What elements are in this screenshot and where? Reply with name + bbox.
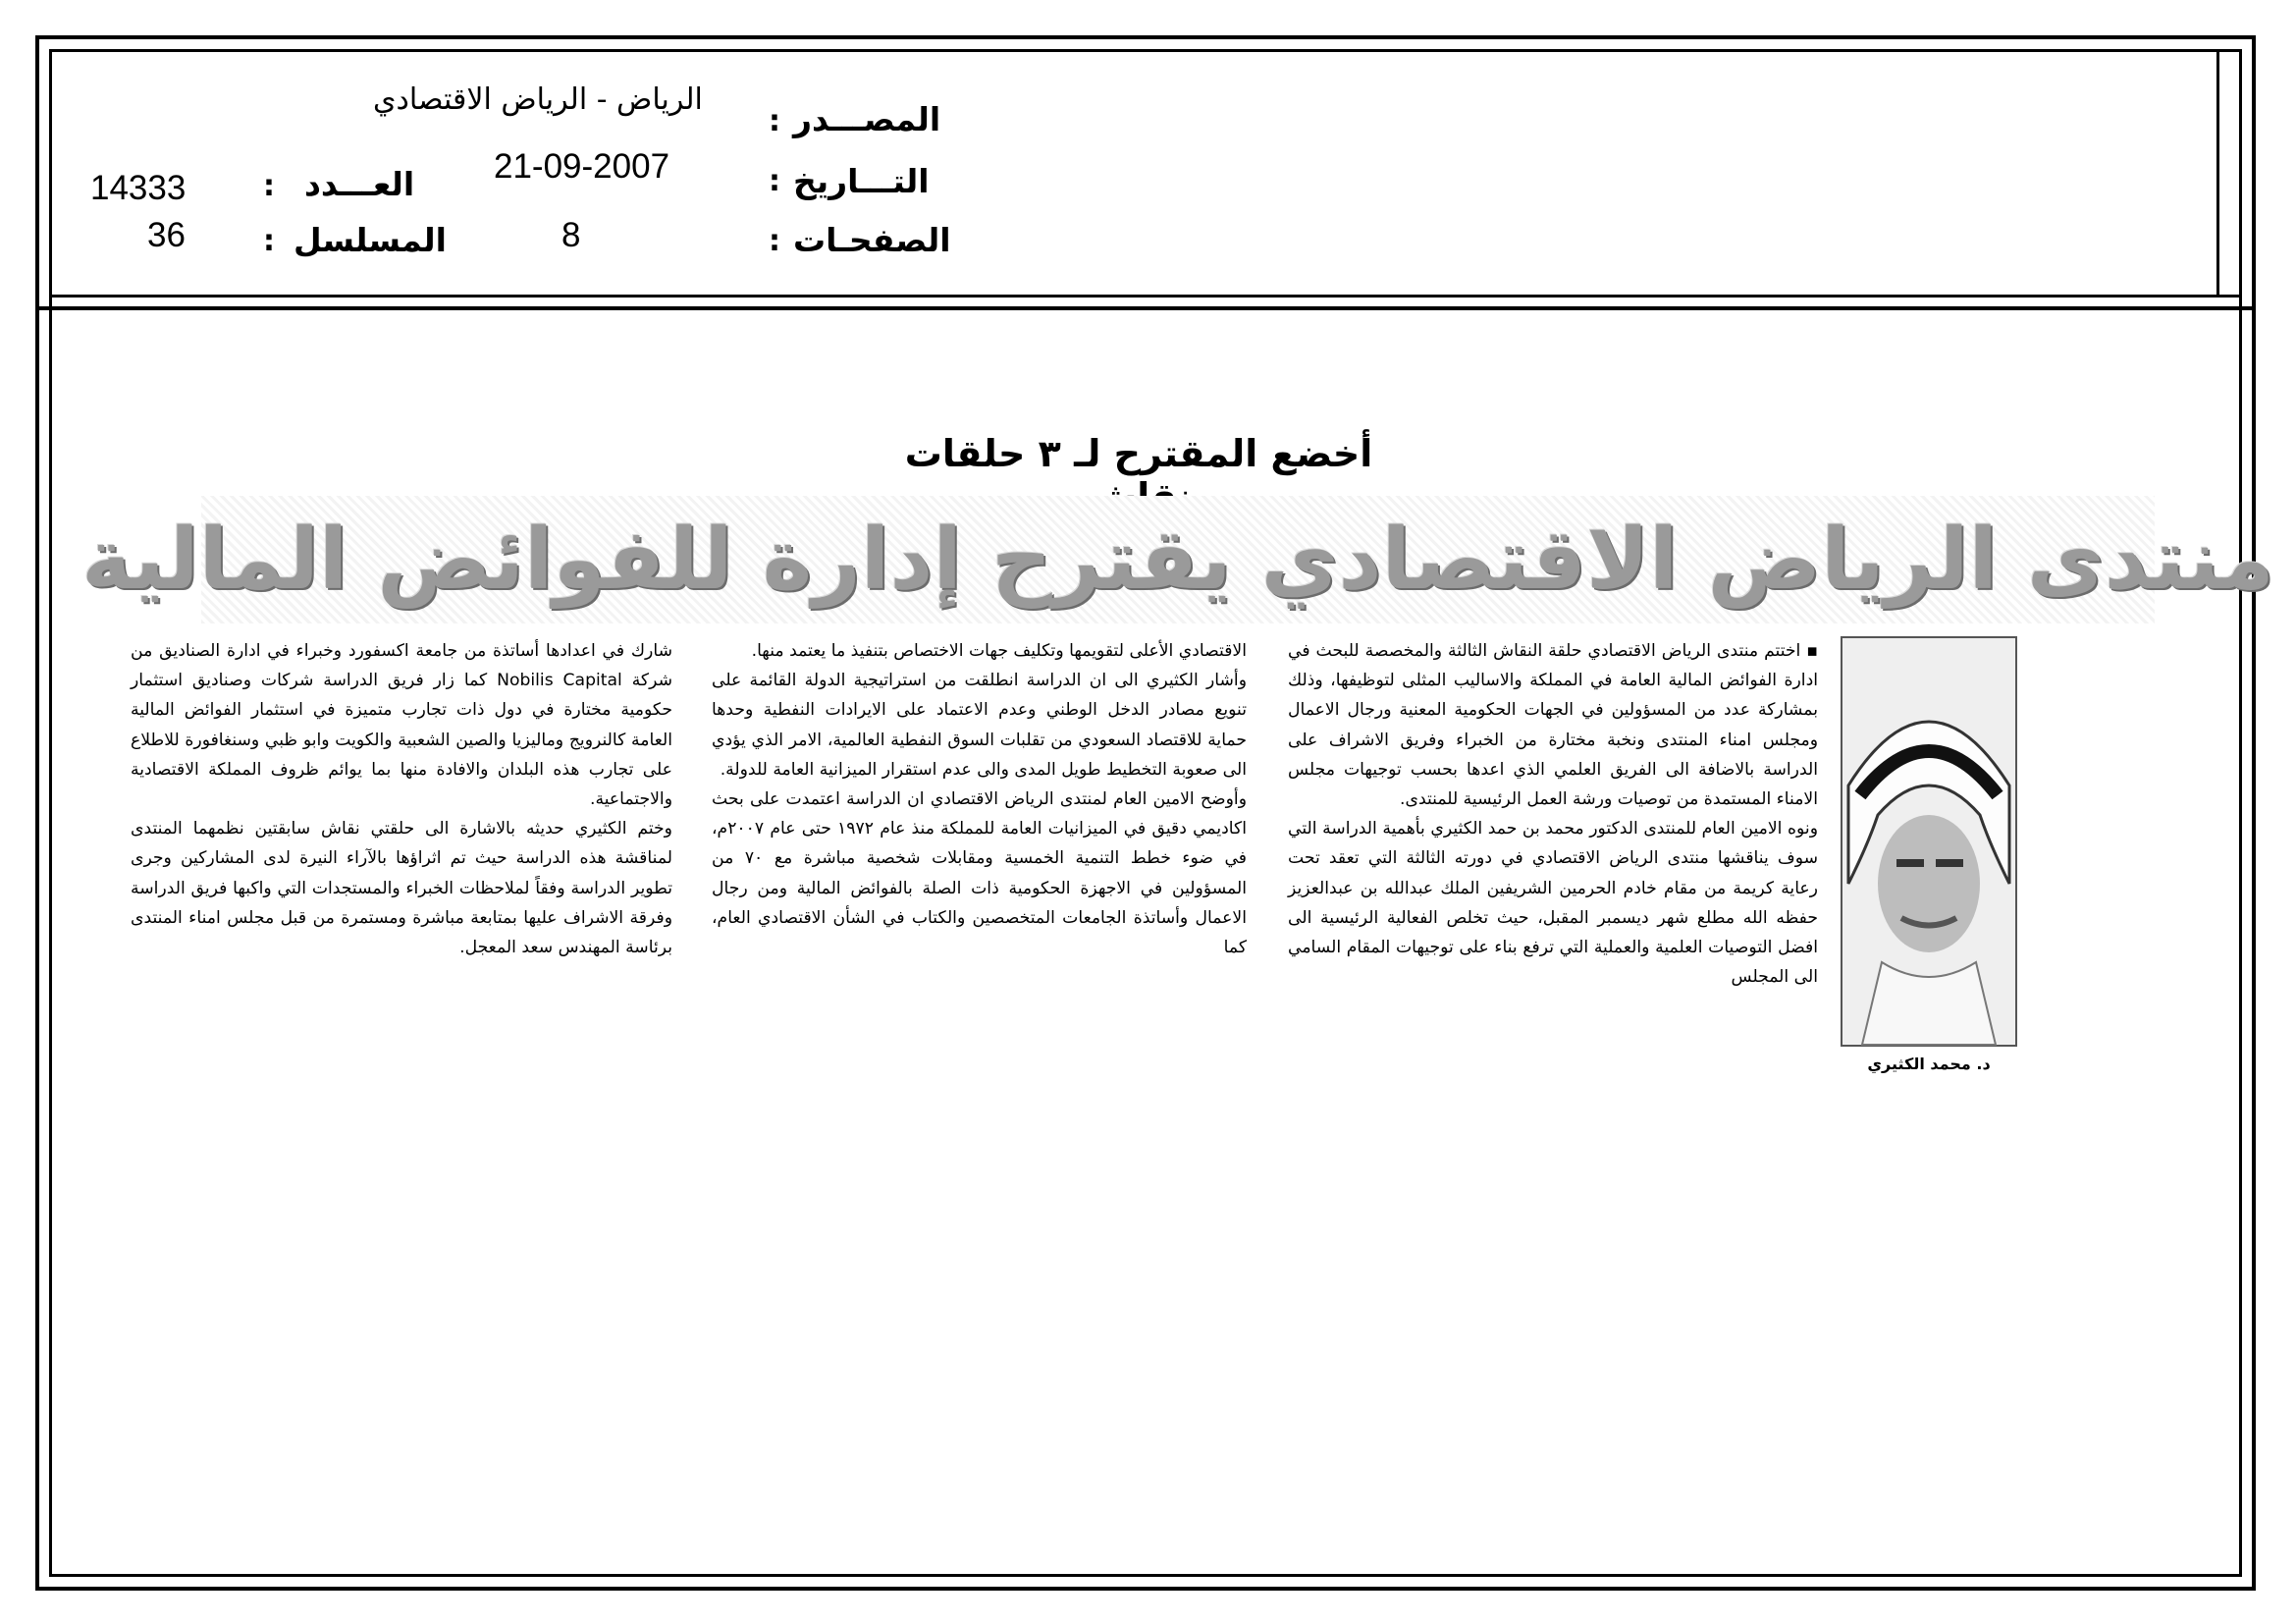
issue-colon: : xyxy=(263,169,275,203)
issue-value: 14333 xyxy=(90,169,187,207)
serial-label: المسلسل xyxy=(294,221,447,259)
header-right-rule xyxy=(2216,49,2219,297)
article-paragraph: وأوضح الامين العام لمنتدى الرياض الاقتصادي ان الدراسة اعتمدت على بحث اكاديمي دقيق في الميزانيات العامة للمملكة منذ عام ١٩٧٢ حتى عام ٢٠٠٧م، في ضوء خطط التنمية الخمسية ومقابلات شخصية مباشرة مع ٧٠ من المسؤولين في الاجهزة الحكومية ذات الصلة بالفوائض المالية ومن رجال الاعمال وأساتذة الجامعات المتخصصين والكتاب في الشأن الاقتصادي العام، كما xyxy=(712,789,1247,958)
article-paragraph: وختم الكثيري حديثه بالاشارة الى حلقتي نقاش سابقتين نظمهما المنتدى لمناقشة هذه الدراسة حيث تم اثراؤها بالآراء النيرة لدى المشاركين وجرى تطوير الدراسة وفقاً لملاحظات الخبراء والمستجدات التي واكبها فريق الدراسة وفرقة الاشراف عليها بمتابعة مباشرة ومستمرة من قبل مجلس امناء المنتدى برئاسة المهندس سعد المعجل. xyxy=(131,819,672,958)
source-colon: : xyxy=(769,104,780,138)
article-paragraph: شارك في اعدادها أساتذة من جامعة اكسفورد وخبراء في ادارة الصناديق من شركة Nobilis Capital كما زار فريق الدراسة شركات وصناديق استثمار حكومية مختارة في دول ذات تجارب متميزة في استثمار الفوائض المالية العامة كالنرويج وماليزيا والصين الشعبية والكويت وابو ظبي وسنغافورة للاطلاع على تجارب هذه البلدان والافادة منها بما يوائم ظروف المملكة الاقتصادية والاجتماعية. xyxy=(131,641,672,810)
article-kicker: أخضع المقترح لـ ٣ حلقات xyxy=(904,432,1373,475)
article-column-3 xyxy=(131,636,672,962)
date-colon: : xyxy=(769,164,780,198)
source-label: المصـــدر xyxy=(793,100,941,138)
header-divider-outer xyxy=(35,306,2256,310)
article-column-1 xyxy=(1288,636,1818,992)
date-value: 21-09-2007 xyxy=(494,147,670,186)
date-label: التـــاريخ xyxy=(793,162,930,200)
portrait-image xyxy=(1842,638,2015,1045)
serial-colon: : xyxy=(263,224,275,258)
header-divider xyxy=(49,295,2242,298)
article-paragraph: وأشار الكثيري الى ان الدراسة انطلقت من استراتيجية الدولة القائمة على تنويع مصادر الدخل الوطني وعدم الاعتماد على الايرادات النفطية وحدها حماية للاقتصاد السعودي من تقلبات السوق النفطية العالمية، الامر الذي يؤدي الى صعوبة التخطيط طويل المدى والى عدم استقرار الميزانية العامة للدولة. xyxy=(712,671,1247,780)
article-paragraph: الاقتصادي الأعلى لتقويمها وتكليف جهات الاختصاص بتنفيذ ما يعتمد منها. xyxy=(751,641,1247,661)
serial-value: 36 xyxy=(147,216,186,254)
article-paragraph: ونوه الامين العام للمنتدى الدكتور محمد بن حمد الكثيري بأهمية الدراسة التي سوف يناقشها منتدى الرياض الاقتصادي في دورته الثالثة التي تعقد تحت رعاية كريمة من مقام خادم الحرمين الشريفين الملك عبدالله بن عبدالعزيز حفظه الله مطلع شهر ديسمبر المقبل، حيث تخلص الفعالية الرئيسية الى افضل التوصيات العلمية والعملية التي ترفع بناء على توجيهات المقام السامي الى المجلس xyxy=(1288,819,1818,988)
article-headline: منتدى الرياض الاقتصادي يقترح إدارة للفوائض المالية xyxy=(81,511,2274,609)
pages-value: 8 xyxy=(561,216,581,254)
article-paragraph: ▪ اختتم منتدى الرياض الاقتصادي حلقة النقاش الثالثة والمخصصة للبحث في ادارة الفوائض المالية العامة في المملكة والاساليب المثلى لتوظيفها، وذلك بمشاركة عدد من المسؤولين في الجهات الحكومية المعنية ورجال الاعمال ومجلس امناء المنتدى ونخبة مختارة من الخبراء وفريق الاشراف على الدراسة بالاضافة الى الفريق العلمي الذي اعدها بحسب توجيهات مجلس الامناء المستمدة من توصيات ورشة العمل الرئيسية للمنتدى. xyxy=(1288,641,1818,810)
author-photo xyxy=(1841,636,2017,1047)
pages-colon: : xyxy=(769,224,780,258)
article-column-2 xyxy=(712,636,1247,962)
photo-caption: د. محمد الكثيري xyxy=(1867,1055,1991,1073)
source-value: الرياض - الرياض الاقتصادي xyxy=(373,82,703,117)
pages-label: الصفحـات xyxy=(793,221,951,259)
issue-label: العـــدد xyxy=(304,165,415,203)
